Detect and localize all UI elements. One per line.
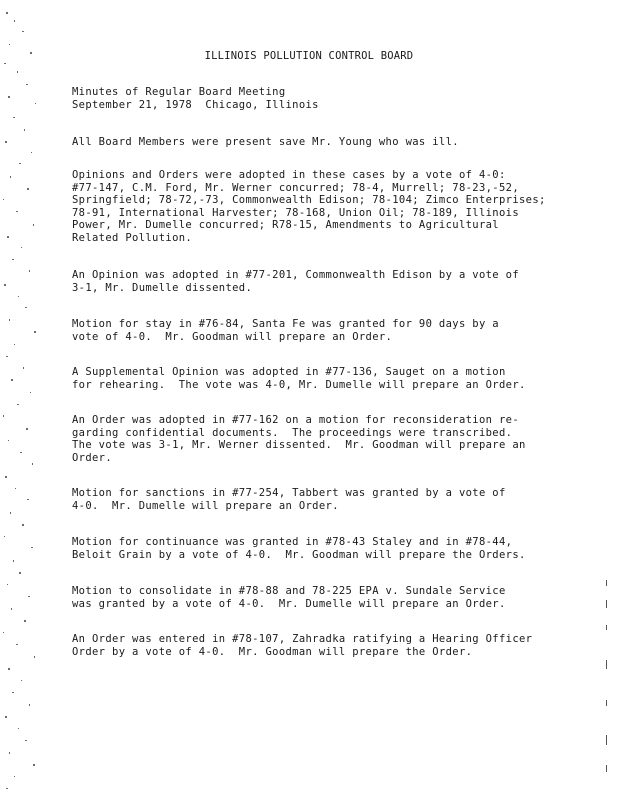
paragraph-opinions-orders: [72, 169, 572, 244]
paragraph-attendance: [72, 136, 572, 149]
paragraph-motion-continuance: [72, 536, 572, 561]
document-title: ILLINOIS POLLUTION CONTROL BOARD: [204, 50, 414, 62]
scan-edge-noise: [0, 0, 48, 800]
paragraph-line: 78-91, International Harvester; 78-168, Union Oil; 78-189, Illinois: [72, 206, 519, 219]
paragraph-line: Beloit Grain by a vote of 4-0. Mr. Goodman will prepare the Orders.: [72, 548, 526, 561]
paragraph-line: Order.: [72, 451, 113, 464]
paragraph-line: for rehearing. The vote was 4-0, Mr. Dumelle will prepare an Order.: [72, 378, 526, 391]
paragraph-order-78-107: [72, 633, 572, 658]
paragraph-line: Motion for stay in #76-84, Santa Fe was granted for 90 days by a: [72, 318, 499, 330]
paragraph-line: The vote was 3-1, Mr. Werner dissented. Mr. Goodman will prepare an: [72, 439, 526, 451]
paragraph-line: An Opinion was adopted in #77-201, Commonwealth Edison by a vote of: [72, 269, 519, 281]
paragraph-motion-stay: [72, 318, 572, 343]
paragraph-motion-sanctions: [72, 487, 572, 512]
meeting-header: [72, 86, 572, 111]
paragraph-line: was granted by a vote of 4-0. Mr. Dumelle will prepare an Order.: [72, 597, 506, 610]
paragraph-line: Springfield; 78-72,-73, Commonwealth Edison; 78-104; Zimco Enterprises;: [72, 194, 546, 206]
paragraph-order-77-162: [72, 414, 572, 464]
paragraph-line: An Order was adopted in #77-162 on a motion for reconsideration re-: [72, 414, 519, 426]
paragraph-motion-consolidate: [72, 585, 572, 610]
paragraph-line: Motion for sanctions in #77-254, Tabbert was granted by a vote of: [72, 487, 506, 499]
scan-edge-right: [602, 0, 618, 800]
header-line: September 21, 1978 Chicago, Illinois: [72, 98, 319, 111]
paragraph-line: Motion for continuance was granted in #78-43 Staley and in #78-44,: [72, 536, 513, 548]
paragraph-line: vote of 4-0. Mr. Goodman will prepare an Order.: [72, 330, 393, 343]
paragraph-line: Motion to consolidate in #78-88 and 78-225 EPA v. Sundale Service: [72, 585, 506, 597]
header-line: Minutes of Regular Board Meeting: [72, 86, 286, 98]
paragraph-line: Opinions and Orders were adopted in these cases by a vote of 4-0:: [72, 169, 506, 181]
paragraph-line: A Supplemental Opinion was adopted in #77-136, Sauget on a motion: [72, 366, 506, 378]
paragraph-line: #77-147, C.M. Ford, Mr. Werner concurred; 78-4, Murrell; 78-23,-52,: [72, 181, 519, 194]
paragraph-line: An Order was entered in #78-107, Zahradka ratifying a Hearing Officer: [72, 633, 533, 645]
paragraph-line: garding confidential documents. The proceedings were transcribed.: [72, 426, 513, 439]
paragraph-line: Related Pollution.: [72, 231, 193, 244]
paragraph-line: Order by a vote of 4-0. Mr. Goodman will prepare the Order.: [72, 645, 473, 658]
paragraph-line: 3-1, Mr. Dumelle dissented.: [72, 281, 253, 294]
paragraph-opinion-77-201: [72, 269, 572, 294]
paragraph-line: 4-0. Mr. Dumelle will prepare an Order.: [72, 499, 339, 512]
paragraph-line: All Board Members were present save Mr. Young who was ill.: [72, 136, 459, 148]
paragraph-supplemental-opinion: [72, 366, 572, 391]
paragraph-line: Power, Mr. Dumelle concurred; R78-15, Amendments to Agricultural: [72, 219, 499, 231]
